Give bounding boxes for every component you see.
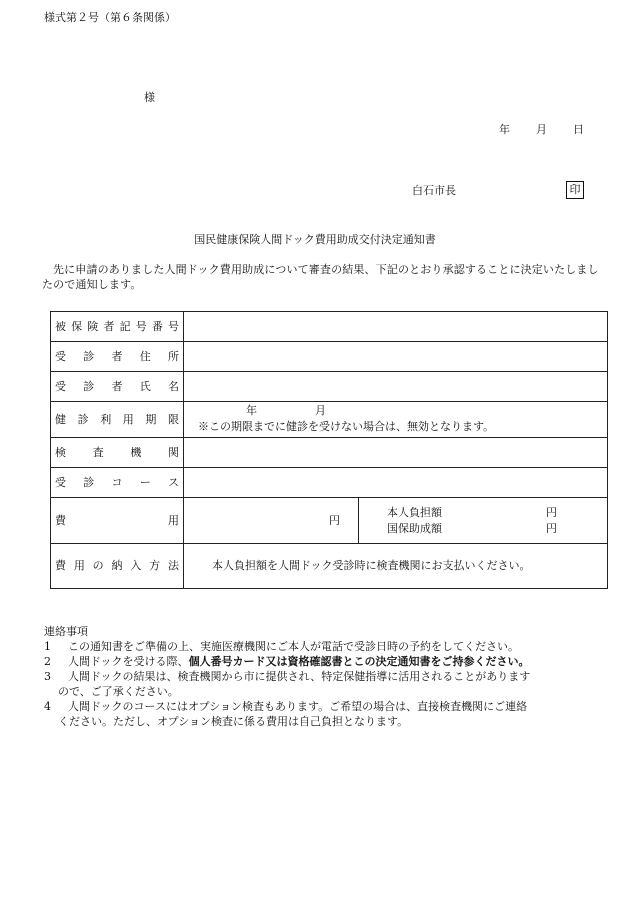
fee-breakdown <box>358 498 607 543</box>
label-period: 健 診 利 用 期 限 <box>51 402 184 438</box>
date-line <box>499 122 584 138</box>
payment-text: 本人負担額を人間ドック受診時に検査機関にお支払いください。 <box>212 559 531 573</box>
seal-box: 印 <box>566 181 584 199</box>
addressee-suffix: 様 <box>144 91 155 104</box>
form-number: 様式第２号（第６条関係） <box>44 11 176 24</box>
value-insured-number[interactable] <box>184 312 608 342</box>
info-table <box>50 311 608 589</box>
row-institution <box>51 438 608 468</box>
date-year: 年 <box>499 123 510 136</box>
subsidy-label: 国保助成額 <box>387 521 442 535</box>
self-pay-unit: 円 <box>546 505 557 519</box>
label-name: 受 診 者 氏 名 <box>51 372 184 402</box>
value-address[interactable] <box>184 342 608 372</box>
label-fee: 費 用 <box>51 498 184 544</box>
intro-text: 先に申請のありました人間ドック費用助成について審査の結果、下記のとおり承認することに決定いたしましたので通知します。 <box>42 263 599 291</box>
value-fee <box>184 498 608 544</box>
value-period[interactable] <box>184 402 608 438</box>
date-month: 月 <box>536 123 547 136</box>
notes-heading: 連絡事項 <box>44 625 88 638</box>
self-pay-label: 本人負担額 <box>387 505 442 519</box>
value-payment <box>184 544 608 589</box>
value-name[interactable] <box>184 372 608 402</box>
subsidy-unit: 円 <box>546 521 557 535</box>
row-insured-number <box>51 312 608 342</box>
row-fee <box>51 498 608 544</box>
row-period <box>51 402 608 438</box>
row-address <box>51 342 608 372</box>
note-item: 2 人間ドックを受ける際、個人番号カード又は資格確認書とこの決定通知書をご持参ください。 <box>44 655 530 668</box>
value-course[interactable] <box>184 468 608 498</box>
note-item: 3 人間ドックの結果は、検査機関から市に提供され、特定保健指導に活用されることがあります ので、ご了承ください。 <box>44 670 531 698</box>
note-item: 4 人間ドックのコースにはオプション検査もあります。ご希望の場合は、直接検査機関にご連絡 ください。ただし、オプション検査に係る費用は自己負担となります。 <box>44 700 528 728</box>
fee-total-unit: 円 <box>329 513 340 527</box>
date-day: 日 <box>573 123 584 136</box>
period-note: ※この期限までに健診を受けない場合は、無効となります。 <box>198 420 495 433</box>
label-payment: 費 用 の 納 入 方 法 <box>51 544 184 589</box>
label-insured-number: 被 保 険 者 記 号 番 号 <box>51 312 184 342</box>
label-address: 受 診 者 住 所 <box>51 342 184 372</box>
subsidy-line[interactable] <box>387 521 557 537</box>
row-name <box>51 372 608 402</box>
note-item: 1 この通知書をご準備の上、実施医療機関にご本人が電話で受診日時の予約をしてください。 <box>44 640 519 653</box>
document-title: 国民健康保険人間ドック費用助成交付決定通知書 <box>194 233 436 246</box>
notes-section <box>44 624 604 729</box>
label-institution: 検 査 機 関 <box>51 438 184 468</box>
row-payment <box>51 544 608 589</box>
note-emphasis: 個人番号カード又は資格確認書とこの決定通知書をご持参ください。 <box>188 655 530 668</box>
value-institution[interactable] <box>184 438 608 468</box>
self-pay-line[interactable] <box>387 505 557 521</box>
issuer: 白石市長 <box>412 184 456 197</box>
row-course <box>51 468 608 498</box>
period-year-month: 年 月 <box>246 404 326 417</box>
label-course: 受 診 コ ー ス <box>51 468 184 498</box>
fee-total[interactable] <box>184 498 358 543</box>
